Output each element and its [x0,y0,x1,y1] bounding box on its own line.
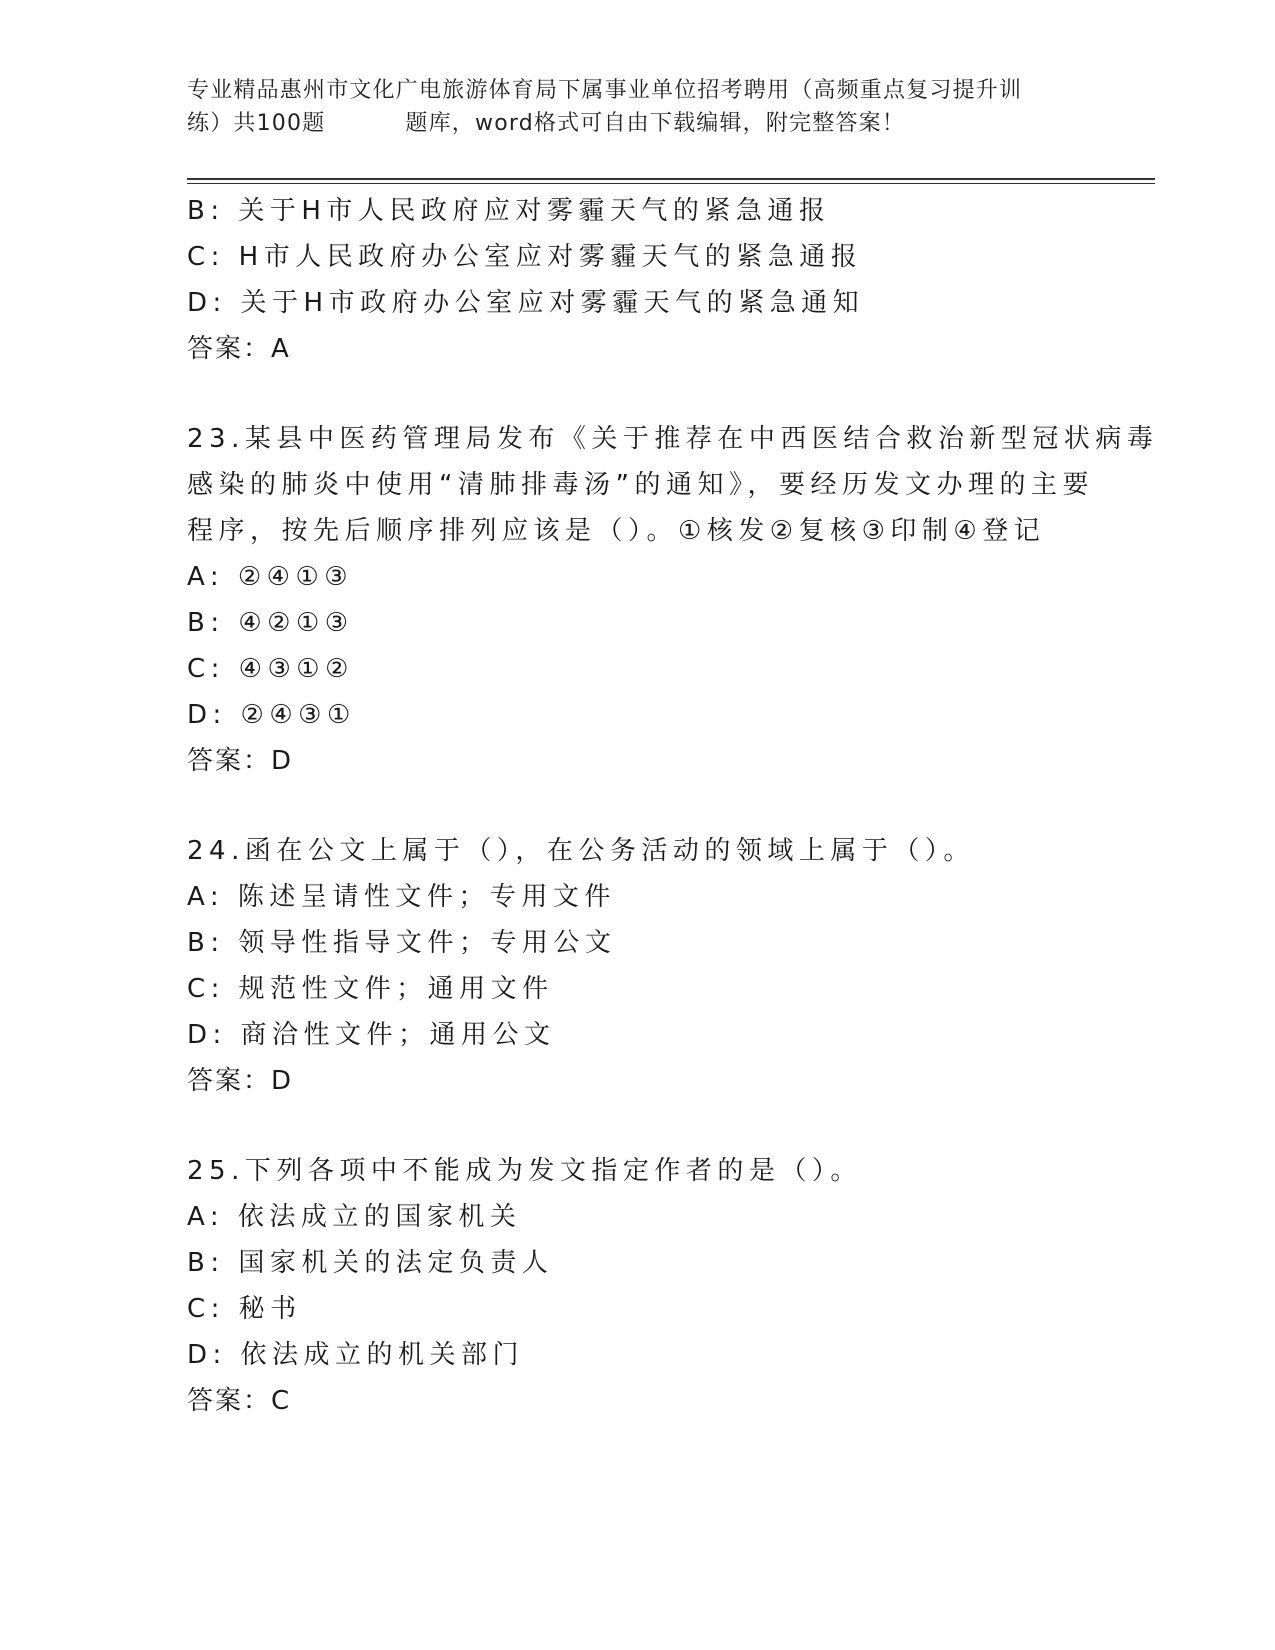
question-stem-line: 23.某县中医药管理局发布《关于推荐在中西医结合救治新型冠状病毒 [187,424,1159,454]
page-header [187,74,1087,140]
header-title-line-1: 专业精品惠州市文化广电旅游体育局下属事业单位招考聘用（高频重点复习提升训 [187,78,1023,103]
option-a: A: 陈述呈请性文件；专用文件 [187,882,616,912]
option-a: A: ②④①③ [187,562,354,592]
answer-line: 答案：D [187,1066,294,1096]
option-b: B: 国家机关的法定负责人 [187,1248,554,1278]
question-stem-line: 25.下列各项中不能成为发文指定作者的是（）。 [187,1156,862,1186]
header-divider-thin [187,183,1155,184]
header-divider-thick [187,178,1155,180]
option-c: C: 规范性文件；通用文件 [187,974,554,1004]
question-22-continued [187,188,1147,372]
question-list [187,188,1159,1424]
question-stem-line: 程序，按先后顺序排列应该是（）。①核发②复核③印制④登记 [187,516,1046,546]
answer-line: 答案：C [187,1386,292,1416]
header-count: 练）共100题 [187,111,326,136]
option-a: A: 依法成立的国家机关 [187,1202,522,1232]
header-description: 题库，word格式可自由下载编辑，附完整答案！ [405,111,906,136]
question-stem-line: 24.函在公文上属于（），在公务活动的领域上属于（）。 [187,836,975,866]
question-24 [187,828,1147,1104]
option-c: C: ④③①② [187,654,354,684]
header-title-line-2 [187,107,1087,140]
question-25 [187,1148,1147,1424]
option-c: C: 秘书 [187,1294,302,1324]
answer-line: 答案：A [187,334,291,364]
answer-line: 答案：D [187,746,294,776]
option-d: D: 依法成立的机关部门 [187,1340,525,1370]
option-b: B: ④②①③ [187,608,354,638]
option-b: B: 领导性指导文件；专用公文 [187,928,617,958]
option-c: C: H市人民政府办公室应对雾霾天气的紧急通报 [187,242,863,272]
question-stem-line: 感染的肺炎中使用“清肺排毒汤”的通知》，要经历发文办理的主要 [187,470,1094,500]
option-d: D: 关于H市政府办公室应对雾霾天气的紧急通知 [187,288,865,318]
option-d: D: ②④③① [187,700,356,730]
option-d: D: 商洽性文件；通用公文 [187,1020,556,1050]
question-23 [187,416,1159,784]
option-b: B: 关于H市人民政府应对雾霾天气的紧急通报 [187,196,831,226]
